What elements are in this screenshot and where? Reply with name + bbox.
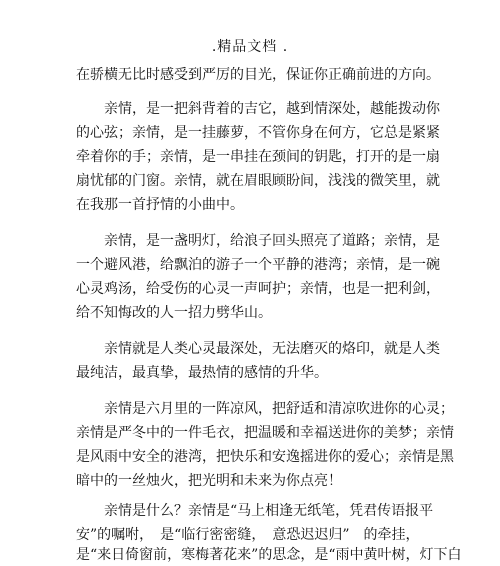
text-line: 一个避风港，给飘泊的游子一个平静的港湾；亲情，是一碗 [76, 257, 440, 273]
text-line: 亲情就是人类心灵最深处，无法磨灭的烙印，就是人类 [76, 341, 440, 357]
text-line: 扇忧郁的门窗。亲情，就在眉眼顾盼间，浅浅的微笑里，就 [76, 173, 440, 189]
text-line: 最纯洁，最真挚，最热情的感情的升华。 [76, 365, 328, 381]
text-line: 安”的嘱咐， 是“临行密密缝， 意恐迟迟归” 的牵挂， [76, 527, 420, 543]
text-line: 亲情是什么？亲情是“马上相逢无纸笔，凭君传语报平 [76, 503, 434, 519]
text-line: 在骄横无比时感受到严厉的目光，保证你正确前进的方向。 [76, 67, 440, 83]
text-line: 亲情，是一把斜背着的吉它，越到情深处，越能拨动你 [76, 101, 440, 117]
text-line: 给不知悔改的人一招力劈华山。 [76, 305, 272, 321]
text-line: 亲情，是一盏明灯，给浪子回头照亮了道路；亲情，是 [76, 233, 440, 249]
text-line: 暗中的一丝烛火，把光明和未来为你点亮！ [76, 473, 342, 489]
text-line: 牵着你的手；亲情，是一串挂在颈间的钥匙，打开的是一扇 [76, 149, 440, 165]
text-line: 心灵鸡汤，给受伤的心灵一声呵护；亲情，也是一把利剑， [76, 281, 440, 297]
text-line: 的心弦；亲情，是一挂藤萝，不管你身在何方，它总是紧紧 [76, 125, 440, 141]
text-line: 是风雨中安全的港湾，把快乐和安逸摇进你的爱心；亲情是黑 [76, 449, 454, 465]
page-header: .精品文档 . [211, 39, 289, 55]
text-line: 亲情是严冬中的一件毛衣，把温暖和幸福送进你的美梦；亲情 [76, 425, 454, 441]
text-line: 在我那一首抒情的小曲中。 [76, 197, 244, 213]
text-line: 亲情是六月里的一阵凉风，把舒适和清凉吹进你的心灵； [76, 401, 454, 417]
text-line: 是“来日倚窗前，寒梅著花来”的思念，是“雨中黄叶树，灯下白 [76, 547, 462, 563]
